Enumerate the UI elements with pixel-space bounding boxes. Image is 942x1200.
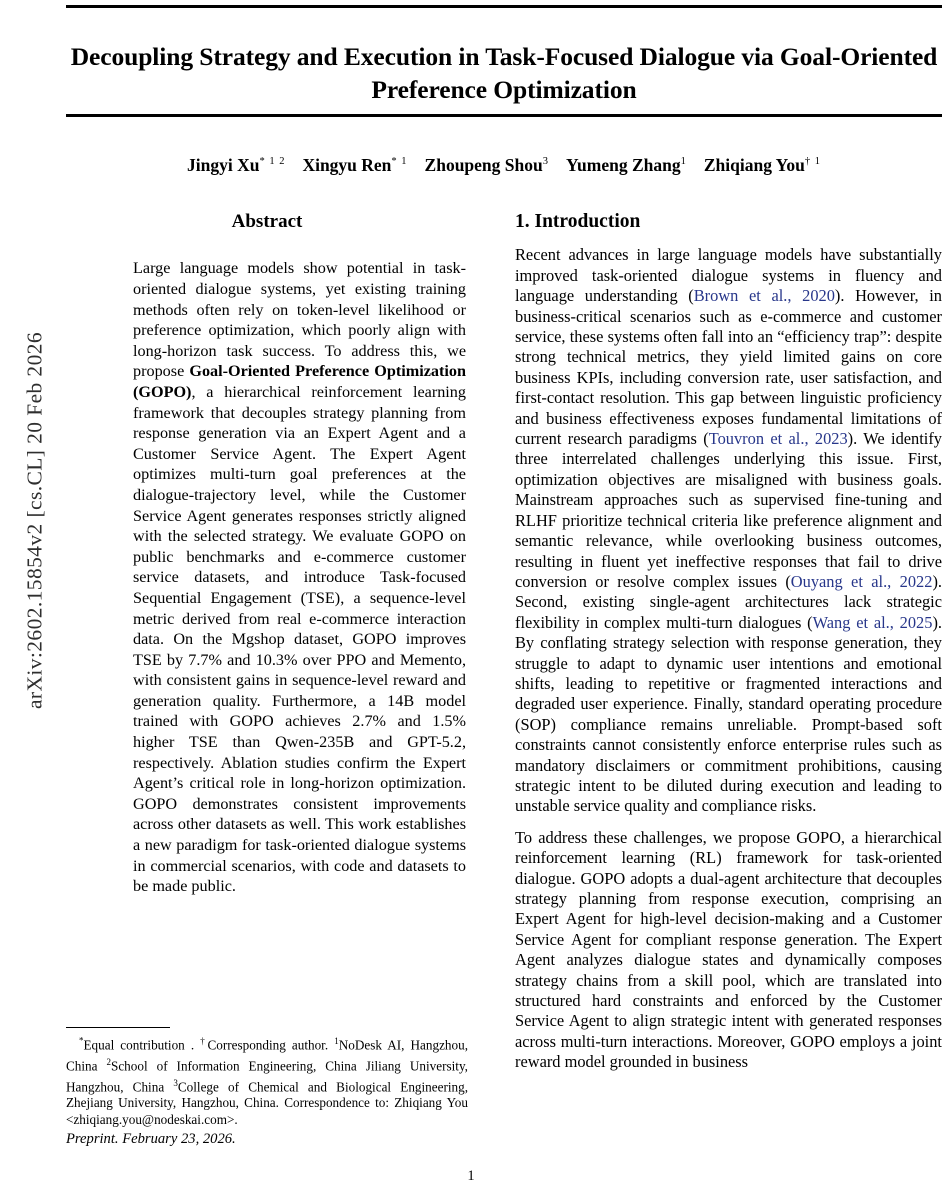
abstract-text-part-2: , a hierarchical reinforcement learning framework that decouples strategy planning from response generation via an Expert Agent and a Customer Service Agent. The Expert Agent optimizes multi-turn goal preferences at the dialogue-trajectory level, while the Customer Service Agent generates responses strictly aligned with the selected strategy. We evaluate GOPO on public benchmarks and e-commerce customer service datasets, and introduce Task-focused Sequential Engagement (TSE), a sequence-level metric derived from real e-commerce interaction data. On the Mgshop dataset, GOPO improves TSE by 7.7% and 10.3% over PPO and Memento, with consistent gains in sequence-level reward and generation quality. Furthermore, a 14B model trained with GOPO achieves 2.7% and 1.5% higher TSE than Qwen-235B and GPT-5.2, respectively. Ablation studies confirm the Expert Agent’s critical role in long-horizon optimization. GOPO demonstrates consistent improvements across other datasets as well. This work establishes a new paradigm for task-oriented dialogue systems in commercial scenarios, with code and datasets to be made public. — [133, 382, 466, 896]
abstract-heading: Abstract — [231, 211, 303, 232]
author-entry — [566, 155, 687, 175]
footnote-text-a: Equal contribution . — [83, 1037, 201, 1053]
footnote-sup-1: 1 — [334, 1036, 339, 1046]
dagger-icon: † — [200, 1036, 208, 1046]
footnote-separator-rule — [66, 1027, 170, 1028]
intro-text-d: ). Second, existing single-agent architectures lack strategic flexibility in complex multi-turn dialogues ( — [515, 571, 942, 632]
author-entry — [187, 155, 285, 175]
section-heading-introduction: 1. Introduction — [515, 211, 641, 232]
citation-link-ouyang-2022[interactable]: Ouyang et al., 2022 — [790, 571, 933, 591]
author-name: Jingyi Xu — [186, 155, 260, 175]
author-entry — [425, 155, 549, 175]
abstract-paragraph — [133, 258, 466, 896]
intro-text-e: ). By conflating strategy selection with response generation, they struggle to adapt to dynamic user intentions and emotional shifts, leading to repetitive or fragmented interactions and degraded user experience. Finally, standard operating procedure (SOP) compliance remains unreliable. Prompt-based soft constraints cannot consistently enforce enterprise rules such as mandatory disclaimers or commitment prohibitions, causing strategic intent to be diluted during execution and leading to unstable service quality and compliance risks. — [515, 612, 942, 816]
author-affiliation-marks: * 1 2 — [259, 156, 286, 168]
footnote-affiliation-1: NoDesk AI, Hangzhou, China — [66, 1037, 469, 1074]
citation-link-wang-2025[interactable]: Wang et al., 2025 — [812, 612, 933, 632]
intro-text-a: Recent advances in large language models have substantially improved task-oriented dialogue systems in fluency and language understanding ( — [515, 245, 942, 306]
preprint-line: Preprint. February 23, 2026. — [66, 1131, 236, 1147]
abstract-method-name: Goal-Oriented Preference Optimization (GOPO) — [133, 362, 466, 401]
author-name: Zhoupeng Shou — [424, 155, 543, 175]
author-name: Zhiqiang You — [703, 155, 805, 175]
footnote-text-b: Corresponding author. — [207, 1037, 335, 1053]
intro-paragraph-2: To address these challenges, we propose GOPO, a hierarchical reinforcement learning (RL) framework for task-oriented dialogue. GOPO adopts a dual-agent architecture that decouples strategy planning from response execution, comprising an Expert Agent for high-level decision-making and a Customer Service Agent for compliant response generation. The Expert Agent analyzes dialogue states and dynamically composes strategy chains from a skill pool, which are translated into structured hard constraints and enforced by the Customer Service Agent to align strategic intent with generated responses across multi-turn interactions. Moreover, GOPO employs a joint reward model grounded in business — [515, 827, 942, 1072]
author-name: Xingyu Ren — [302, 155, 392, 175]
footnote-sup-2: 2 — [106, 1056, 111, 1067]
intro-text-c: ). We identify three interrelated challenges underlying this issue. First, optimization objectives are misaligned with business goals. Mainstream approaches such as supervised fine-tuning and RLHF prioritize technical criteria like preference alignment and semantic relevance, while overlooking business outcomes, resulting in fluent yet ineffective responses that fail to drive conversion or resolve complex issues ( — [515, 429, 942, 591]
page-number: 1 — [467, 1168, 475, 1184]
author-entry — [704, 155, 821, 175]
author-affiliation-marks: † 1 — [804, 156, 821, 168]
author-affiliation-marks: * 1 — [391, 156, 408, 168]
arxiv-stamp: arXiv:2602.15854v2 [cs.CL] 20 Feb 2026 — [22, 331, 47, 710]
footnote-sup-3: 3 — [173, 1077, 178, 1088]
author-entry — [302, 155, 407, 175]
author-affiliation-marks: 3 — [542, 156, 549, 168]
author-list — [66, 155, 942, 176]
abstract-text-part-1: Large language models show potential in task-oriented dialogue systems, yet existing training methods often rely on token-level likelihood or preference optimization, which poorly align with long-horizon task success. To address this, we propose — [133, 259, 466, 381]
footnote-affiliation-3: College of Chemical and Biological Engineering, Zhejiang University, Hangzhou, China. Correspondence to: Zhiqiang You <zhiqiang.you@nodeskai.com>. — [66, 1078, 469, 1127]
column-right — [515, 212, 942, 1073]
footnote-affiliation-2: School of Information Engineering, China Jiliang University, Hangzhou, China — [66, 1058, 468, 1094]
footnote-block — [66, 1033, 468, 1128]
author-affiliation-marks: 1 — [680, 156, 687, 168]
author-name: Yumeng Zhang — [566, 155, 681, 175]
header-rule-bottom — [66, 114, 942, 117]
intro-paragraph-1 — [515, 245, 942, 816]
intro-text-b: ). However, in business-critical scenarios such as e-commerce and customer service, these systems often fall into an “efficiency trap”: despite strong technical metrics, they yield limited gains on core business KPIs, including conversion rate, user satisfaction, and first-contact resolution. This gap between linguistic proficiency and business effectiveness exposes fundamental limitations of current research paradigms ( — [515, 286, 942, 449]
column-left — [66, 212, 468, 897]
footnote-asterisk-marker — [66, 1037, 84, 1052]
abstract-body — [66, 258, 468, 896]
page-title: Decoupling Strategy and Execution in Task-Focused Dialogue via Goal-Oriented Preference Optimization — [70, 42, 938, 105]
citation-link-brown-2020[interactable]: Brown et al., 2020 — [693, 286, 835, 306]
citation-link-touvron-2023[interactable]: Touvron et al., 2023 — [708, 429, 848, 449]
asterisk-icon: * — [79, 1036, 84, 1046]
header-rule-top — [66, 5, 942, 8]
